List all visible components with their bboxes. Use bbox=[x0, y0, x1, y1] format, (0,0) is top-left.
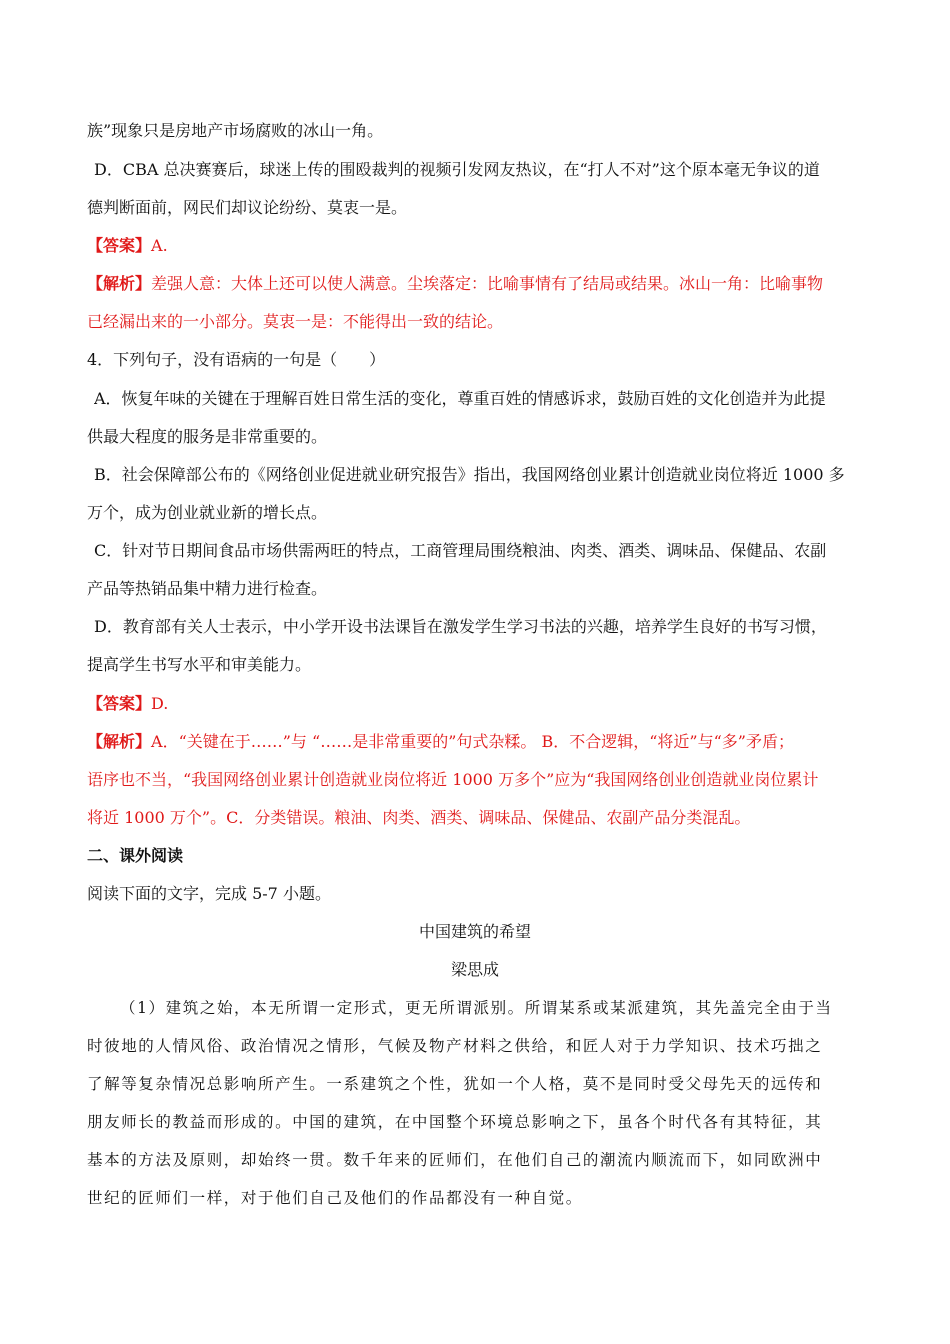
q3-option-d-line1: D．CBA 总决赛赛后，球迷上传的围殴裁判的视频引发网友热议，在“打人不对”这个原本毫无争议的道 bbox=[94, 160, 820, 179]
answer-value: A. bbox=[151, 236, 168, 255]
q3-option-d-line2: 德判断面前，网民们却议论纷纷、莫衷一是。 bbox=[87, 198, 408, 217]
answer-tag: 【答案】 bbox=[87, 694, 152, 713]
passage-p1-line3: 了解等复杂情况总影响所产生。一系建筑之个性，犹如一个人格，莫不是同时受父母先天的远传和 bbox=[87, 1075, 823, 1093]
reading-instruction: 阅读下面的文字，完成 5-7 小题。 bbox=[87, 884, 331, 903]
q4-option-b-line2: 万个，成为创业就业新的增长点。 bbox=[87, 503, 328, 522]
q3-analysis-line2: 已经漏出来的一小部分。莫衷一是：不能得出一致的结论。 bbox=[87, 312, 504, 331]
passage-p1-line4: 朋友师长的教益而形成的。中国的建筑，在中国整个环境总影响之下，虽各个时代各有其特征，其 bbox=[87, 1113, 823, 1131]
q4-option-d-line1: D．教育部有关人士表示，中小学开设书法课旨在激发学生学习书法的兴趣，培养学生良好的书写习惯， bbox=[94, 617, 827, 636]
q4-analysis-line2: 语序也不当，“我国网络创业累计创造就业岗位将近 1000 万多个”应为“我国网络创业创造就业岗位累计 bbox=[87, 770, 819, 789]
section-heading: 二、课外阅读 bbox=[87, 846, 184, 865]
analysis-tag: 【解析】 bbox=[87, 274, 152, 293]
answer-value: D. bbox=[151, 694, 169, 713]
q4-analysis-line1 bbox=[87, 731, 867, 753]
q4-option-c-line2: 产品等热销品集中精力进行检查。 bbox=[87, 579, 328, 598]
q4-analysis-line3: 将近 1000 万个”。C．分类错误。粮油、肉类、酒类、调味品、保健品、农副产品分类混乱。 bbox=[87, 808, 751, 827]
q4-answer bbox=[87, 693, 867, 715]
passage-p1-line6: 世纪的匠师们一样，对于他们自己及他们的作品都没有一种自觉。 bbox=[87, 1189, 583, 1207]
q4-option-b-line1: B．社会保障部公布的《网络创业促进就业研究报告》指出，我国网络创业累计创造就业岗位将近 1000 多 bbox=[94, 465, 845, 484]
passage-author: 梁思成 bbox=[450, 960, 499, 979]
q3-answer bbox=[87, 235, 867, 257]
q3-option-c-tail: 族”现象只是房地产市场腐败的冰山一角。 bbox=[87, 121, 384, 140]
q4-option-c-line1: C．针对节日期间食品市场供需两旺的特点，工商管理局围绕粮油、肉类、酒类、调味品、保健品、农副 bbox=[94, 541, 827, 560]
q4-option-a-line1: A．恢复年味的关键在于理解百姓日常生活的变化，尊重百姓的情感诉求，鼓励百姓的文化创造并为此提 bbox=[94, 389, 826, 408]
analysis-tag: 【解析】 bbox=[87, 732, 152, 751]
analysis-text: A．“关键在于……”与 “……是非常重要的”句式杂糅。 B．不合逻辑，“将近”与“多”矛盾； bbox=[151, 732, 794, 751]
passage-p1-line1: （1）建筑之始，本无所谓一定形式，更无所谓派别。所谓某系或某派建筑，其先盖完全由于当 bbox=[120, 999, 833, 1017]
passage-p1-line2: 时彼地的人情风俗、政治情况之情形，气候及物产材料之供给，和匠人对于力学知识、技术巧拙之 bbox=[87, 1037, 823, 1055]
q4-stem: 4．下列句子，没有语病的一句是（ ） bbox=[87, 350, 386, 369]
q4-option-d-line2: 提高学生书写水平和审美能力。 bbox=[87, 655, 312, 674]
passage-title: 中国建筑的希望 bbox=[418, 922, 531, 941]
q3-analysis-line1 bbox=[87, 273, 867, 295]
q4-option-a-line2: 供最大程度的服务是非常重要的。 bbox=[87, 427, 328, 446]
answer-tag: 【答案】 bbox=[87, 236, 152, 255]
passage-p1-line5: 基本的方法及原则，却始终一贯。数千年来的匠师们，在他们自己的潮流内顺流而下，如同欧洲中 bbox=[87, 1151, 823, 1169]
analysis-text: 差强人意：大体上还可以使人满意。尘埃落定：比喻事情有了结局或结果。冰山一角：比喻事物 bbox=[151, 274, 824, 293]
